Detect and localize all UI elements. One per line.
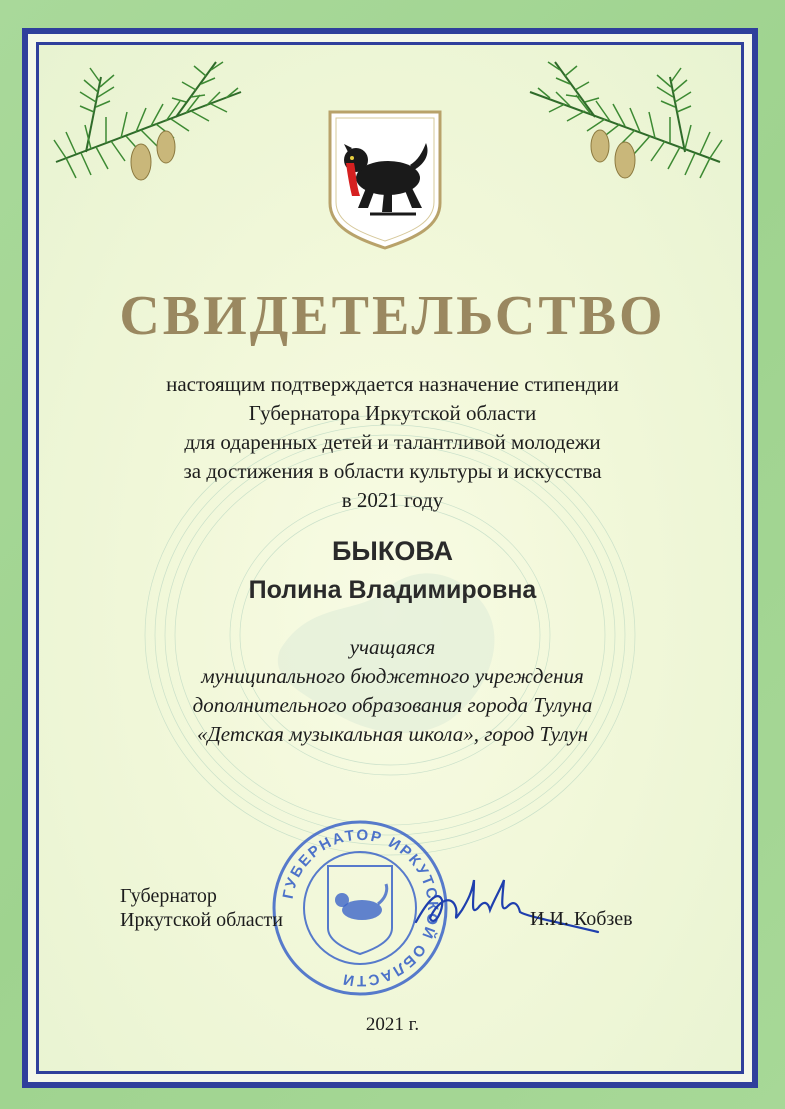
babr-coat-of-arms-icon: [326, 108, 444, 250]
intro-line: Губернатора Иркутской области: [248, 401, 537, 425]
signatory-name: И.И. Кобзев: [530, 908, 633, 930]
signatory-role: [120, 884, 283, 932]
pine-branch-left-icon: [46, 52, 251, 192]
intro-line: за достижения в области культуры и искусства: [183, 459, 602, 483]
info-line: учащаяся: [349, 635, 436, 659]
info-line: «Детская музыкальная школа», город Тулун: [196, 722, 589, 746]
intro-text: [0, 370, 785, 515]
recipient-surname: БЫКОВА: [332, 536, 453, 566]
certificate-title: СВИДЕТЕЛЬСТВО: [119, 285, 666, 347]
signatory-role-line: Губернатор: [120, 885, 217, 907]
svg-text:ГУБЕРНАТОР ИРКУТСКОЙ ОБЛАСТИ: ГУБЕРНАТОР ИРКУТСКОЙ ОБЛАСТИ: [279, 826, 442, 990]
intro-line: для одаренных детей и талантливой молодежи: [184, 430, 601, 454]
recipient-given-names: Полина Владимировна: [248, 576, 537, 604]
info-line: муниципального бюджетного учреждения: [201, 664, 584, 688]
issue-year: 2021 г.: [365, 1014, 420, 1035]
info-line: дополнительного образования города Тулуна: [192, 693, 593, 717]
recipient-info: [0, 633, 785, 749]
signatory-role-line: Иркутской области: [120, 909, 283, 931]
intro-line: настоящим подтверждается назначение стипендии: [166, 372, 619, 396]
intro-line: в 2021 году: [341, 488, 444, 512]
pine-branch-right-icon: [515, 52, 730, 192]
